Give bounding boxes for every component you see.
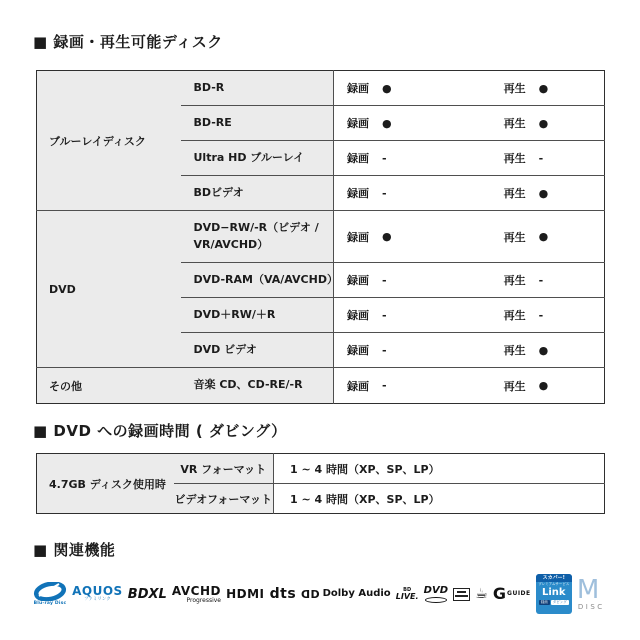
rec-value: - [382, 151, 387, 165]
time-cell: 1 ~ 4 時間（XP、SP、LP） [274, 484, 605, 514]
availability-cell [334, 298, 605, 333]
section-title-dvd-time: ■ DVD への録画時間 ( ダビング） [33, 422, 287, 440]
dvd-disc-ellipse-icon [425, 597, 447, 603]
play-value: - [538, 308, 544, 322]
avchd-progressive-logo [172, 585, 221, 604]
sky-perfect-link-badge [536, 574, 572, 614]
play-label: 再生 [503, 117, 526, 130]
disc-group-cell-dvd: DVD [37, 211, 181, 368]
availability-cell [334, 263, 605, 298]
rec-label: 録画 [347, 379, 369, 393]
play-label: 再生 [503, 344, 526, 357]
table-row [37, 71, 605, 106]
rec-label: 録画 [347, 309, 369, 322]
dolby-audio-label: Dolby Audio [322, 588, 391, 599]
availability-cell [334, 368, 605, 404]
table-row [37, 211, 605, 263]
rec-label: 録画 [347, 152, 369, 165]
media-cell: BD-R [181, 71, 334, 106]
rec-value: ● [382, 81, 392, 95]
rec-label: 録画 [347, 230, 369, 244]
table-row [37, 368, 605, 404]
availability-cell [334, 71, 605, 106]
m-disc-m-label: M [576, 575, 600, 605]
sky-perfect-tags [539, 599, 569, 608]
availability-cell [334, 176, 605, 211]
play-label: 再生 [503, 379, 526, 393]
dolby-audio-logo [301, 589, 390, 600]
g-guide-logo [493, 586, 531, 602]
dvd-label: DVD [423, 584, 448, 596]
disc-group-cell-other: その他 [37, 368, 181, 404]
m-disc-sublabel: DISC [577, 603, 605, 611]
play-value: ● [538, 81, 549, 95]
aquos-logo [72, 585, 123, 603]
sky-perfect-dub-tag: ダビング [552, 599, 567, 604]
related-features-logo-strip [33, 570, 607, 618]
hdmi-logo [226, 588, 264, 600]
rec-label: 録画 [347, 117, 369, 130]
m-disc-logo [577, 577, 607, 611]
rec-value: - [382, 343, 387, 357]
media-cell: DVD-RAM（VA/AVCHD） [181, 263, 334, 298]
rec-value: - [382, 308, 387, 322]
bd-live-top-label: BD [403, 586, 412, 593]
play-value: ● [538, 343, 549, 357]
dts-label: dts [269, 586, 297, 602]
play-value: ● [538, 186, 549, 200]
table-row [37, 454, 605, 484]
rec-value: - [382, 186, 387, 200]
format-cell: VR フォーマット [174, 454, 274, 484]
play-label: 再生 [503, 82, 526, 95]
g-guide-g-label: G [492, 584, 507, 603]
media-cell: DVD ビデオ [181, 333, 334, 368]
bd-live-label: LIVE. [395, 591, 419, 601]
media-cell: DVD−RW/-R（ビデオ / VR/AVCHD） [181, 211, 334, 263]
disc-compatibility-table [36, 70, 605, 404]
play-label: 再生 [503, 152, 526, 165]
availability-cell [334, 211, 605, 263]
availability-cell [334, 141, 605, 176]
sky-perfect-subtitle: プレミアムサービス [538, 582, 570, 586]
play-value: ● [538, 230, 549, 243]
bdxl-logo [128, 588, 167, 601]
bluray-disc-swoosh-icon [33, 582, 67, 601]
play-label: 再生 [503, 187, 526, 200]
play-label: 再生 [503, 274, 526, 287]
media-cell: 音楽 CD、CD-RE/-R [181, 368, 334, 404]
time-cell: 1 ~ 4 時間（XP、SP、LP） [274, 454, 605, 484]
rec-label: 録画 [347, 82, 369, 95]
play-label: 再生 [503, 230, 526, 244]
bd-live-logo [396, 588, 419, 601]
rec-label: 録画 [347, 187, 369, 200]
bdxl-label: BDXL [127, 586, 167, 602]
java-cup-icon: ☕ [475, 586, 488, 602]
g-guide-label: GUIDE [507, 590, 531, 597]
rec-label: 録画 [347, 274, 369, 287]
avchd-label: AVCHD [171, 583, 221, 598]
compact-disc-icon [453, 588, 470, 601]
play-label: 再生 [503, 309, 526, 322]
compact-disc-logo [453, 588, 470, 601]
play-value: - [538, 273, 544, 287]
availability-cell [334, 106, 605, 141]
disc-usage-cell: 4.7GB ディスク使用時 [37, 454, 174, 514]
sky-perfect-link-label: Link [541, 586, 566, 598]
aquos-sublabel: ファミリンク [83, 597, 111, 603]
rec-value: - [382, 273, 387, 287]
bluray-disc-label: Blu-ray Disc [33, 600, 67, 606]
dvd-video-logo [424, 586, 448, 603]
play-value: ● [538, 379, 549, 392]
bluray-disc-logo [33, 582, 67, 607]
play-value: ● [538, 116, 549, 130]
dvd-recording-time-table [36, 453, 605, 514]
rec-value: ● [382, 230, 392, 243]
rec-label: 録画 [347, 344, 369, 357]
hdmi-label: HDMI [226, 587, 265, 601]
java-logo [475, 587, 488, 601]
rec-value: - [382, 379, 387, 392]
dolby-double-d-icon: D D [301, 587, 320, 601]
section-title-discs: ■ 録画・再生可能ディスク [33, 33, 223, 51]
disc-group-cell-bluray: ブルーレイディスク [37, 71, 181, 211]
media-cell: Ultra HD ブルーレイ [181, 141, 334, 176]
avchd-sublabel: Progressive [186, 596, 221, 604]
media-cell: BDビデオ [181, 176, 334, 211]
format-cell: ビデオフォーマット [174, 484, 274, 514]
availability-cell [334, 333, 605, 368]
sky-perfect-rec-tag: 録画 [540, 599, 548, 604]
play-value: - [538, 151, 544, 165]
section-title-related: ■ 関連機能 [33, 541, 116, 559]
sky-perfect-title: スカパー! [536, 574, 572, 582]
media-cell: BD-RE [181, 106, 334, 141]
rec-value: ● [382, 116, 392, 130]
media-cell: DVD＋RW/＋R [181, 298, 334, 333]
dts-logo [270, 587, 297, 601]
aquos-label: AQUOS [72, 584, 123, 599]
